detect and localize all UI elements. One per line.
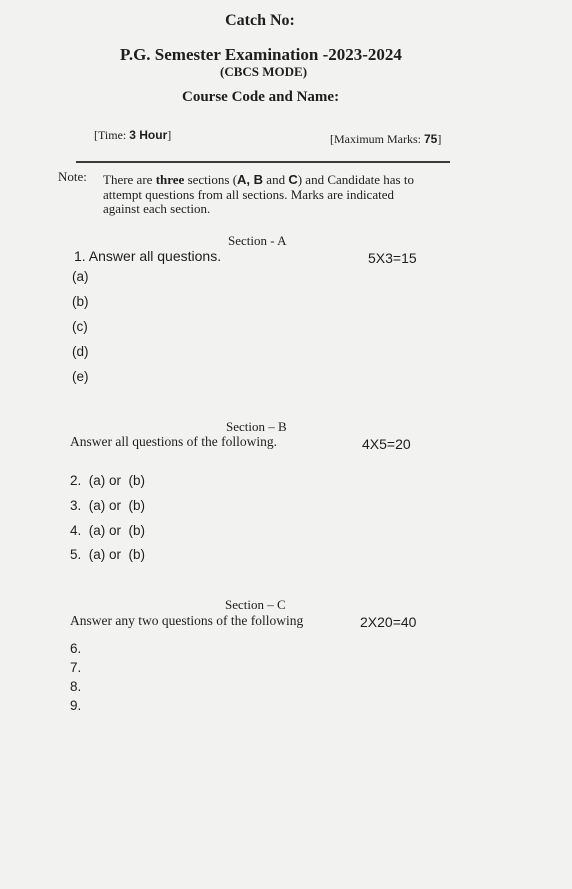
note-l1-c-letter: C bbox=[288, 172, 298, 187]
section-a-item: (a) bbox=[72, 269, 89, 284]
section-c-item: 9. bbox=[70, 698, 82, 713]
time-info bbox=[94, 128, 171, 143]
max-marks-prefix: [Maximum Marks: bbox=[330, 132, 424, 146]
note-line-2: attempt questions from all sections. Marks are indicated bbox=[103, 187, 394, 202]
time-value: 3 Hour bbox=[129, 128, 168, 142]
section-b-item: 2. (a) or (b) bbox=[70, 473, 146, 488]
section-a-item: (d) bbox=[72, 344, 89, 359]
exam-mode: (CBCS MODE) bbox=[220, 64, 308, 79]
section-b-title: Section – B bbox=[226, 419, 287, 434]
section-b-marks: 4X5=20 bbox=[362, 436, 411, 452]
note-l1-g: ) and Candidate has to bbox=[297, 172, 414, 187]
section-a-item: (c) bbox=[72, 319, 88, 334]
time-suffix: ] bbox=[167, 128, 172, 142]
note-l1-e: and bbox=[263, 172, 289, 187]
section-a-item: (e) bbox=[72, 369, 89, 384]
exam-title: P.G. Semester Examination -2023-2024 bbox=[120, 45, 402, 64]
max-marks-value: 75 bbox=[424, 132, 438, 146]
note-l1-a: There are bbox=[103, 172, 156, 187]
course-code-name: Course Code and Name: bbox=[182, 89, 340, 105]
note-l1-ab: A, B bbox=[237, 172, 264, 187]
section-c-item: 6. bbox=[70, 641, 82, 656]
note-l1-three: three bbox=[155, 172, 185, 187]
section-c-instruction: Answer any two questions of the following bbox=[70, 613, 304, 628]
section-c-marks: 2X20=40 bbox=[360, 614, 417, 630]
section-b-item: 4. (a) or (b) bbox=[70, 523, 146, 538]
section-b-instruction: Answer all questions of the following. bbox=[70, 434, 277, 449]
note-line-1 bbox=[103, 173, 414, 187]
section-a-item: (b) bbox=[72, 294, 89, 309]
note-l1-c: sections ( bbox=[184, 172, 238, 187]
section-a-marks: 5X3=15 bbox=[368, 250, 417, 266]
note-line-3: against each section. bbox=[103, 201, 211, 216]
note-label: Note: bbox=[58, 169, 87, 184]
header-divider bbox=[76, 161, 450, 163]
time-prefix: [Time: bbox=[94, 128, 130, 142]
section-a-instruction: 1. Answer all questions. bbox=[74, 248, 222, 264]
max-marks-suffix: ] bbox=[437, 132, 442, 146]
section-c-item: 8. bbox=[70, 679, 82, 694]
section-c-item: 7. bbox=[70, 660, 82, 675]
section-b-item: 3. (a) or (b) bbox=[70, 498, 146, 513]
section-b-item: 5. (a) or (b) bbox=[70, 547, 146, 562]
catch-no: Catch No: bbox=[225, 12, 295, 29]
section-c-title: Section – C bbox=[225, 597, 286, 612]
max-marks bbox=[330, 132, 441, 147]
section-a-title: Section - A bbox=[228, 233, 287, 248]
